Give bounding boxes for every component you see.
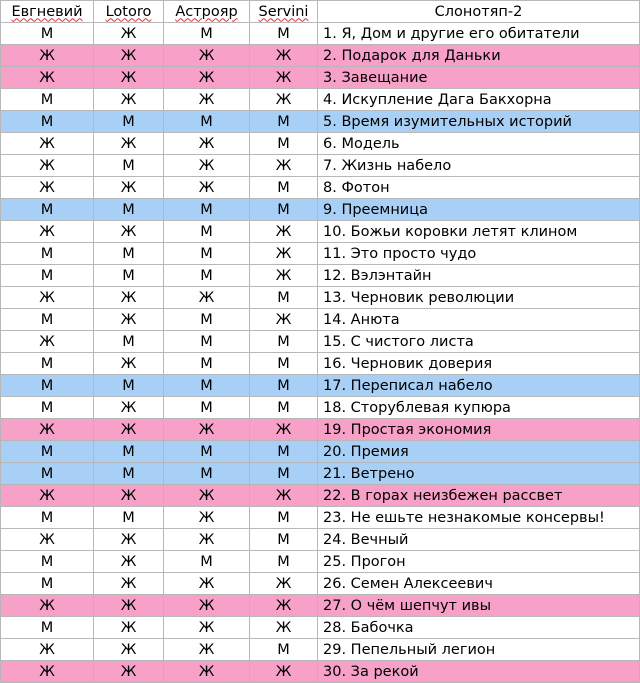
vote-cell: М bbox=[164, 243, 250, 265]
vote-cell: Ж bbox=[164, 177, 250, 199]
vote-cell: М bbox=[250, 639, 318, 661]
vote-cell: Ж bbox=[164, 287, 250, 309]
vote-cell: Ж bbox=[164, 661, 250, 683]
vote-cell: Ж bbox=[94, 67, 164, 89]
table-row bbox=[1, 595, 640, 617]
vote-cell: М bbox=[250, 551, 318, 573]
vote-cell: М bbox=[164, 375, 250, 397]
vote-cell: М bbox=[1, 309, 94, 331]
vote-cell: М bbox=[250, 199, 318, 221]
vote-cell: М bbox=[250, 23, 318, 45]
table-row bbox=[1, 639, 640, 661]
vote-cell: М bbox=[1, 243, 94, 265]
vote-cell: М bbox=[164, 199, 250, 221]
vote-cell: М bbox=[1, 441, 94, 463]
table-row bbox=[1, 661, 640, 683]
column-header-astroyar: Астрояр bbox=[164, 1, 250, 23]
vote-cell: Ж bbox=[164, 67, 250, 89]
vote-cell: М bbox=[250, 463, 318, 485]
vote-cell: Ж bbox=[164, 485, 250, 507]
table-row bbox=[1, 155, 640, 177]
story-title-cell: 18. Сторублевая купюра bbox=[318, 397, 640, 419]
vote-cell: Ж bbox=[250, 155, 318, 177]
table-row bbox=[1, 353, 640, 375]
story-title-cell: 13. Черновик революции bbox=[318, 287, 640, 309]
vote-cell: Ж bbox=[164, 45, 250, 67]
column-header-evgneviy: Евгневий bbox=[1, 1, 94, 23]
header-row bbox=[1, 1, 640, 23]
table-row bbox=[1, 463, 640, 485]
table-row bbox=[1, 177, 640, 199]
vote-cell: Ж bbox=[94, 397, 164, 419]
vote-cell: Ж bbox=[1, 287, 94, 309]
table-row bbox=[1, 199, 640, 221]
vote-cell: Ж bbox=[1, 639, 94, 661]
story-title-cell: 6. Модель bbox=[318, 133, 640, 155]
vote-cell: М bbox=[250, 507, 318, 529]
vote-cell: Ж bbox=[250, 419, 318, 441]
vote-cell: М bbox=[164, 551, 250, 573]
story-title-cell: 10. Божьи коровки летят клином bbox=[318, 221, 640, 243]
table-row bbox=[1, 23, 640, 45]
vote-cell: М bbox=[1, 23, 94, 45]
vote-cell: Ж bbox=[94, 419, 164, 441]
vote-cell: М bbox=[94, 199, 164, 221]
vote-cell: Ж bbox=[94, 353, 164, 375]
column-header-lotoro: Lotoro bbox=[94, 1, 164, 23]
story-title-cell: 20. Премия bbox=[318, 441, 640, 463]
story-title-cell: 8. Фотон bbox=[318, 177, 640, 199]
table-row bbox=[1, 375, 640, 397]
vote-cell: Ж bbox=[94, 617, 164, 639]
vote-cell: М bbox=[1, 573, 94, 595]
vote-cell: Ж bbox=[94, 551, 164, 573]
table-row bbox=[1, 309, 640, 331]
vote-cell: Ж bbox=[94, 639, 164, 661]
story-title-cell: 12. Вэлэнтайн bbox=[318, 265, 640, 287]
table-row bbox=[1, 287, 640, 309]
vote-cell: Ж bbox=[1, 419, 94, 441]
vote-cell: Ж bbox=[1, 221, 94, 243]
vote-cell: М bbox=[1, 463, 94, 485]
vote-cell: Ж bbox=[1, 331, 94, 353]
vote-cell: М bbox=[1, 353, 94, 375]
story-title-cell: 29. Пепельный легион bbox=[318, 639, 640, 661]
story-title-cell: 23. Не ешьте незнакомые консервы! bbox=[318, 507, 640, 529]
vote-cell: М bbox=[250, 111, 318, 133]
table-row bbox=[1, 331, 640, 353]
vote-cell: М bbox=[250, 331, 318, 353]
vote-cell: М bbox=[94, 375, 164, 397]
vote-cell: Ж bbox=[1, 485, 94, 507]
vote-cell: М bbox=[94, 111, 164, 133]
vote-cell: М bbox=[1, 397, 94, 419]
vote-cell: Ж bbox=[164, 419, 250, 441]
table-row bbox=[1, 133, 640, 155]
vote-cell: Ж bbox=[164, 573, 250, 595]
vote-cell: М bbox=[1, 617, 94, 639]
story-title-cell: 25. Прогон bbox=[318, 551, 640, 573]
vote-cell: М bbox=[250, 441, 318, 463]
vote-cell: Ж bbox=[250, 45, 318, 67]
vote-cell: Ж bbox=[94, 23, 164, 45]
vote-cell: Ж bbox=[1, 67, 94, 89]
table-row bbox=[1, 441, 640, 463]
vote-cell: Ж bbox=[94, 177, 164, 199]
vote-cell: М bbox=[164, 265, 250, 287]
vote-cell: М bbox=[94, 463, 164, 485]
vote-cell: Ж bbox=[94, 661, 164, 683]
story-title-cell: 14. Анюта bbox=[318, 309, 640, 331]
vote-cell: Ж bbox=[1, 177, 94, 199]
story-title-cell: 4. Искупление Дага Бакхорна bbox=[318, 89, 640, 111]
vote-cell: М bbox=[250, 353, 318, 375]
vote-cell: М bbox=[164, 23, 250, 45]
story-title-cell: 1. Я, Дом и другие его обитатели bbox=[318, 23, 640, 45]
vote-cell: М bbox=[164, 309, 250, 331]
table-row bbox=[1, 243, 640, 265]
story-title-cell: 24. Вечный bbox=[318, 529, 640, 551]
vote-cell: М bbox=[94, 441, 164, 463]
vote-cell: М bbox=[1, 89, 94, 111]
vote-cell: Ж bbox=[250, 309, 318, 331]
vote-cell: Ж bbox=[250, 265, 318, 287]
table-row bbox=[1, 397, 640, 419]
vote-cell: Ж bbox=[1, 661, 94, 683]
vote-cell: Ж bbox=[164, 617, 250, 639]
vote-cell: Ж bbox=[250, 67, 318, 89]
story-title-cell: 30. За рекой bbox=[318, 661, 640, 683]
story-title-cell: 22. В горах неизбежен рассвет bbox=[318, 485, 640, 507]
vote-cell: Ж bbox=[94, 595, 164, 617]
story-title-cell: 26. Семен Алексеевич bbox=[318, 573, 640, 595]
vote-cell: М bbox=[250, 397, 318, 419]
vote-cell: М bbox=[94, 507, 164, 529]
vote-cell: М bbox=[250, 287, 318, 309]
vote-cell: М bbox=[164, 353, 250, 375]
vote-cell: Ж bbox=[250, 617, 318, 639]
vote-cell: М bbox=[94, 155, 164, 177]
vote-cell: Ж bbox=[164, 507, 250, 529]
table-row bbox=[1, 485, 640, 507]
vote-cell: Ж bbox=[94, 133, 164, 155]
vote-cell: Ж bbox=[1, 529, 94, 551]
story-title-cell: 21. Ветрено bbox=[318, 463, 640, 485]
story-title-cell: 16. Черновик доверия bbox=[318, 353, 640, 375]
vote-cell: Ж bbox=[250, 661, 318, 683]
vote-cell: М bbox=[94, 331, 164, 353]
vote-cell: М bbox=[250, 133, 318, 155]
vote-cell: Ж bbox=[94, 485, 164, 507]
vote-cell: М bbox=[1, 265, 94, 287]
vote-cell: М bbox=[164, 463, 250, 485]
vote-cell: Ж bbox=[164, 133, 250, 155]
vote-cell: Ж bbox=[1, 133, 94, 155]
vote-cell: М bbox=[164, 111, 250, 133]
table-row bbox=[1, 89, 640, 111]
vote-cell: Ж bbox=[94, 573, 164, 595]
vote-cell: Ж bbox=[250, 89, 318, 111]
vote-cell: М bbox=[250, 375, 318, 397]
table-row bbox=[1, 221, 640, 243]
table-row bbox=[1, 265, 640, 287]
story-title-cell: 17. Переписал набело bbox=[318, 375, 640, 397]
table-row bbox=[1, 419, 640, 441]
table-row bbox=[1, 551, 640, 573]
vote-cell: Ж bbox=[1, 155, 94, 177]
vote-cell: М bbox=[250, 529, 318, 551]
vote-cell: М bbox=[164, 441, 250, 463]
vote-cell: Ж bbox=[250, 485, 318, 507]
table-row bbox=[1, 45, 640, 67]
story-title-cell: 5. Время изумительных историй bbox=[318, 111, 640, 133]
vote-cell: Ж bbox=[250, 221, 318, 243]
story-title-cell: 15. С чистого листа bbox=[318, 331, 640, 353]
vote-cell: М bbox=[250, 177, 318, 199]
story-title-cell: 19. Простая экономия bbox=[318, 419, 640, 441]
vote-cell: Ж bbox=[94, 309, 164, 331]
vote-cell: М bbox=[1, 111, 94, 133]
vote-cell: Ж bbox=[164, 595, 250, 617]
vote-cell: Ж bbox=[164, 639, 250, 661]
story-title-cell: 27. О чём шепчут ивы bbox=[318, 595, 640, 617]
vote-cell: Ж bbox=[164, 89, 250, 111]
vote-cell: Ж bbox=[94, 529, 164, 551]
vote-cell: М bbox=[164, 331, 250, 353]
table-row bbox=[1, 529, 640, 551]
story-title-cell: 9. Преемница bbox=[318, 199, 640, 221]
vote-cell: Ж bbox=[250, 243, 318, 265]
column-header-servini: Servini bbox=[250, 1, 318, 23]
table-row bbox=[1, 507, 640, 529]
vote-cell: Ж bbox=[250, 573, 318, 595]
vote-cell: М bbox=[1, 551, 94, 573]
vote-cell: М bbox=[94, 265, 164, 287]
vote-cell: М bbox=[164, 397, 250, 419]
vote-cell: М bbox=[94, 243, 164, 265]
vote-cell: Ж bbox=[164, 155, 250, 177]
vote-cell: М bbox=[1, 507, 94, 529]
table-row bbox=[1, 67, 640, 89]
table-row bbox=[1, 573, 640, 595]
story-title-cell: 7. Жизнь набело bbox=[318, 155, 640, 177]
story-title-cell: 3. Завещание bbox=[318, 67, 640, 89]
vote-cell: Ж bbox=[164, 529, 250, 551]
vote-cell: Ж bbox=[94, 89, 164, 111]
vote-cell: Ж bbox=[94, 287, 164, 309]
vote-cell: М bbox=[164, 221, 250, 243]
vote-cell: Ж bbox=[1, 595, 94, 617]
table-row bbox=[1, 617, 640, 639]
vote-cell: М bbox=[1, 199, 94, 221]
vote-cell: Ж bbox=[94, 221, 164, 243]
vote-cell: Ж bbox=[1, 45, 94, 67]
vote-cell: Ж bbox=[250, 595, 318, 617]
table-row bbox=[1, 111, 640, 133]
vote-cell: Ж bbox=[94, 45, 164, 67]
story-title-cell: 2. Подарок для Даньки bbox=[318, 45, 640, 67]
story-title-cell: 11. Это просто чудо bbox=[318, 243, 640, 265]
column-header-title: Слонотяп-2 bbox=[318, 1, 640, 23]
story-title-cell: 28. Бабочка bbox=[318, 617, 640, 639]
vote-cell: М bbox=[1, 375, 94, 397]
